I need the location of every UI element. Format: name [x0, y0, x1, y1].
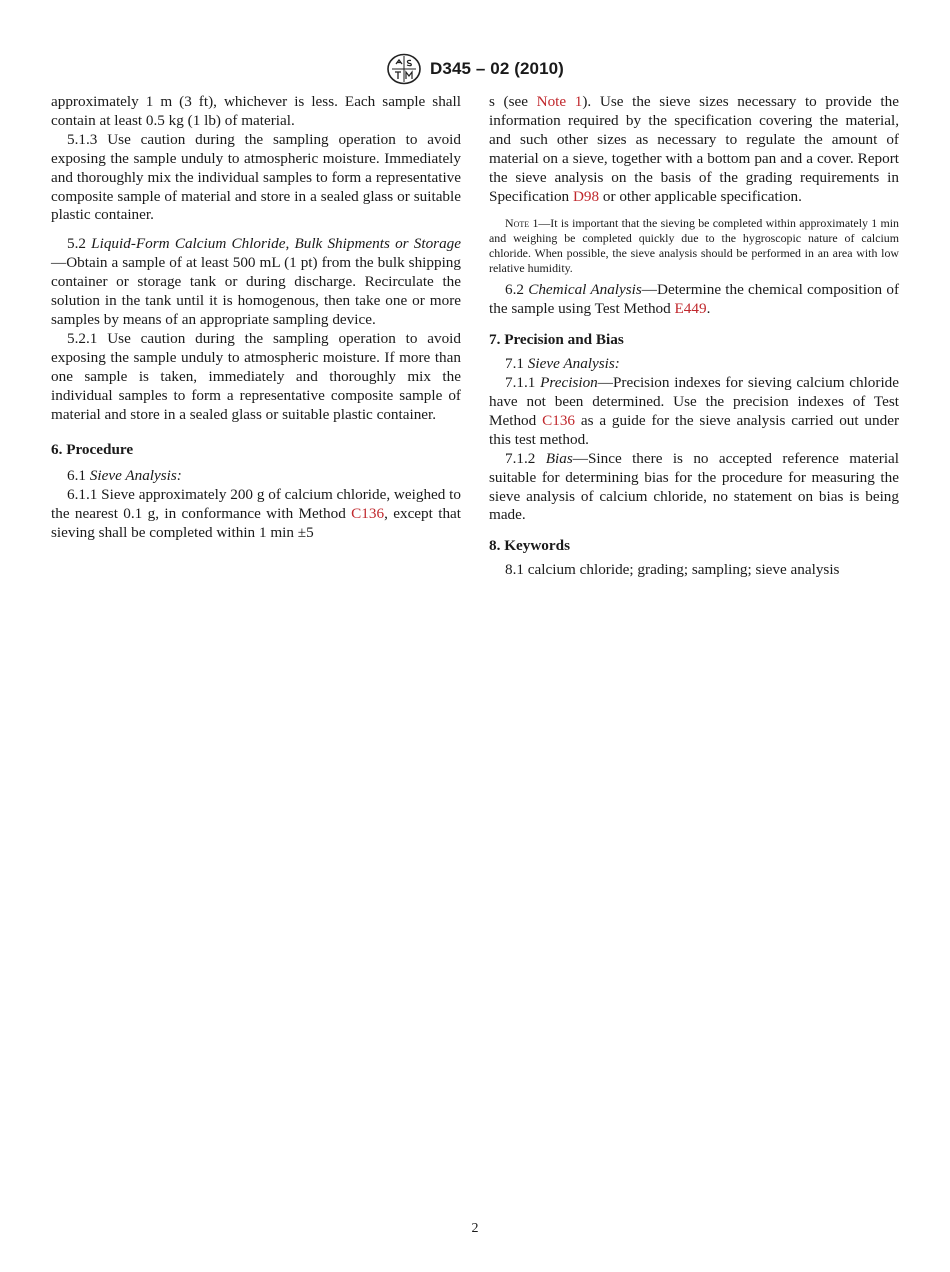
paragraph-6-1-1-continued — [489, 93, 899, 206]
right-column — [489, 93, 899, 580]
paragraph-5-2-1: 5.2.1 Use caution during the sampling operation to avoid exposing the sample unduly to atmospheric moisture. If more than one sample is taken, immediately and thoroughly mix the individual samples to form a representative composite sample of material and store in a sealed glass or suitable plastic container. — [51, 329, 461, 423]
section-title: Liquid-Form Calcium Chloride, Bulk Shipments or Storage — [91, 235, 461, 253]
section-text: —Obtain a sample of at least 500 mL (1 pt) from the bulk shipping container or storage tank or during discharge. Recirculate the solution in the tank until it is homogenous, then take one or more samples by means of an appropriate sampling device. — [51, 254, 461, 328]
reference-link-note-1[interactable]: Note 1 — [536, 93, 583, 110]
reference-link-c136[interactable]: C136 — [542, 411, 576, 429]
paragraph-5-1-2-continued: approximately 1 m (3 ft), whichever is less. Each sample shall contain at least 0.5 kg (1 lb) of material. — [51, 93, 461, 129]
paragraph-6-1-1 — [51, 486, 461, 543]
reference-link-c136[interactable]: C136 — [351, 505, 385, 523]
section-number: 7.1.2 — [505, 449, 546, 467]
section-text: —Since there is no accepted reference material suitable for determining bias for the procedure for measuring the sieve analysis of calcium chloride, no statement on bias is being made. — [489, 449, 900, 524]
section-text: . — [706, 300, 711, 318]
section-number: 6.1 — [67, 467, 90, 485]
section-title: Precision — [540, 374, 598, 392]
section-text: —Precision indexes for sieving calcium chloride have not been determined. Use the precision indexes of Test Method — [489, 374, 900, 429]
heading-procedure: 6. Procedure — [51, 441, 134, 459]
paragraph-7-1 — [489, 355, 899, 374]
paragraph-7-1-2 — [489, 450, 899, 526]
section-number: 6.2 — [505, 281, 529, 299]
section-title: Sieve Analysis: — [527, 355, 620, 373]
section-text: , except that sieving shall be completed within 1 min ±5 — [51, 505, 462, 542]
page-number: 2 — [471, 1221, 479, 1236]
heading-precision-and-bias: 7. Precision and Bias — [489, 331, 624, 349]
note-1 — [489, 216, 899, 276]
page-header — [0, 52, 950, 86]
paragraph-5-2 — [51, 235, 461, 330]
section-text: ). Use the sieve sizes necessary to provide the information required by the specification covering the material, and such other sizes as necessary to regulate the amount of material on a sieve, together with a bottom pan and a cover. Report the sieve analysis on the basis of the grading requirements in Specification — [489, 93, 899, 205]
section-number: 7.1.1 — [505, 374, 541, 392]
astm-logo-icon — [386, 53, 422, 85]
section-title: Sieve Analysis: — [89, 467, 182, 485]
note-label: Note — [505, 216, 530, 231]
section-title: Chemical Analysis — [528, 281, 642, 299]
note-text: 1—It is important that the sieving be completed within approximately 1 min and weighing be completed quickly due to the hygroscopic nature of calcium chloride. When possible, the sieve analysis should be performed in an area with low relative humidity. — [489, 216, 899, 276]
section-text: 6.1.1 Sieve approximately 200 g of calcium chloride, weighed to the nearest 0.1 g, in conformance with Method — [51, 486, 461, 523]
section-text: —Determine the chemical composition of the sample using Test Method — [489, 281, 899, 318]
paragraph-7-1-1 — [489, 374, 899, 450]
heading-keywords: 8. Keywords — [489, 537, 570, 555]
section-number: 7.1 — [505, 355, 528, 373]
reference-link-e449[interactable]: E449 — [674, 300, 707, 318]
paragraph-6-1 — [51, 467, 461, 486]
left-column — [51, 93, 461, 543]
paragraph-6-2 — [489, 281, 899, 319]
section-title: Bias — [545, 449, 573, 467]
paragraph-8-1: 8.1 calcium chloride; grading; sampling; sieve analysis — [505, 561, 840, 579]
paragraph-5-1-3: 5.1.3 Use caution during the sampling operation to avoid exposing the sample unduly to atmospheric moisture. Immediately and thoroughly mix the individual samples to form a representative composite sample of material and store in a sealed glass or suitable plastic container. — [51, 130, 461, 224]
section-text: or other applicable specification. — [599, 187, 802, 205]
section-text: as a guide for the sieve analysis carried out under this test method. — [489, 411, 900, 448]
section-text: s (see — [489, 93, 537, 110]
document-designation: D345 – 02 (2010) — [430, 59, 564, 78]
reference-link-d98[interactable]: D98 — [572, 187, 600, 205]
section-number: 5.2 — [67, 235, 92, 253]
